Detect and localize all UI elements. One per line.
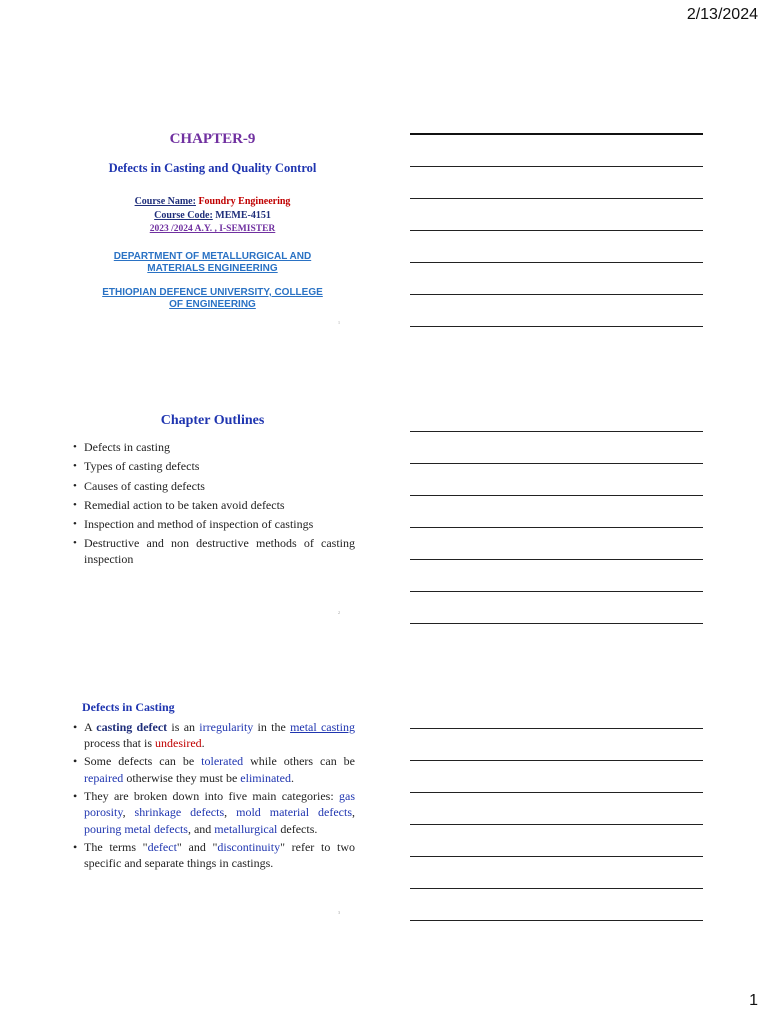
department-line-1: DEPARTMENT OF METALLURGICAL AND xyxy=(113,251,312,262)
note-line xyxy=(410,591,703,592)
note-line xyxy=(410,230,703,231)
note-line xyxy=(410,728,703,729)
metal-casting-link[interactable]: metal casting xyxy=(290,720,355,734)
slide-1-title xyxy=(70,125,355,325)
slide-2-outlines xyxy=(70,405,355,615)
list-item: • Defects in casting xyxy=(84,439,355,455)
university-line-2: OF ENGINEERING xyxy=(169,299,256,310)
note-line xyxy=(410,792,703,793)
list-item: • A casting defect is an irregularity in the metal casting process that is undesired. xyxy=(84,719,355,752)
university-line-1: ETHIOPIAN DEFENCE UNIVERSITY, COLLEGE xyxy=(102,287,323,298)
list-item: • Inspection and method of inspection of castings xyxy=(84,516,355,532)
list-item: • Some defects can be tolerated while others can be repaired otherwise they must be eliminated. xyxy=(84,753,355,786)
note-line xyxy=(410,888,703,889)
outline-title: Chapter Outlines xyxy=(160,413,265,428)
list-item: • Types of casting defects xyxy=(84,458,355,474)
list-item: • They are broken down into five main categories: gas porosity, shrinkage defects, mold material defects, pouring metal defects, and metallurgical defects. xyxy=(84,788,355,837)
note-line xyxy=(410,920,703,921)
page-number: 1 xyxy=(749,992,758,1009)
course-code-label: Course Code: xyxy=(154,210,213,221)
note-line xyxy=(410,856,703,857)
course-name-label: Course Name: xyxy=(134,196,196,207)
list-item: • Remedial action to be taken avoid defects xyxy=(84,497,355,513)
department-line-2: MATERIALS ENGINEERING xyxy=(147,263,278,274)
course-name xyxy=(70,195,355,209)
note-line xyxy=(410,559,703,560)
chapter-heading: CHAPTER-9 xyxy=(169,131,256,147)
note-line xyxy=(410,198,703,199)
note-line xyxy=(410,294,703,295)
chapter-title: Defects in Casting and Quality Control xyxy=(108,161,317,175)
note-line xyxy=(410,431,703,432)
note-line xyxy=(410,527,703,528)
defects-list xyxy=(70,719,355,871)
course-code xyxy=(70,209,355,223)
note-line xyxy=(410,824,703,825)
outline-list xyxy=(70,439,355,567)
academic-year: 2023 /2024 A.Y. , I-SEMISTER xyxy=(149,224,276,234)
note-line xyxy=(410,262,703,263)
course-name-value: Foundry Engineering xyxy=(198,196,291,207)
slide-number: 1 xyxy=(338,320,340,325)
note-line xyxy=(410,166,703,167)
slide-number: 3 xyxy=(338,910,340,915)
print-date: 2/13/2024 xyxy=(686,6,758,23)
note-line xyxy=(410,760,703,761)
defects-title: Defects in Casting xyxy=(82,700,175,714)
note-line xyxy=(410,326,703,327)
slide-3-defects xyxy=(70,700,355,915)
note-line xyxy=(410,495,703,496)
list-item: • Causes of casting defects xyxy=(84,478,355,494)
slide-number: 2 xyxy=(338,610,340,615)
note-line xyxy=(410,463,703,464)
note-line xyxy=(410,133,703,135)
note-line xyxy=(410,623,703,624)
list-item: • Destructive and non destructive methods of casting inspection xyxy=(84,535,355,567)
list-item: • The terms "defect" and "discontinuity" refer to two specific and separate things in castings. xyxy=(84,839,355,872)
course-code-value: MEME-4151 xyxy=(215,210,271,221)
